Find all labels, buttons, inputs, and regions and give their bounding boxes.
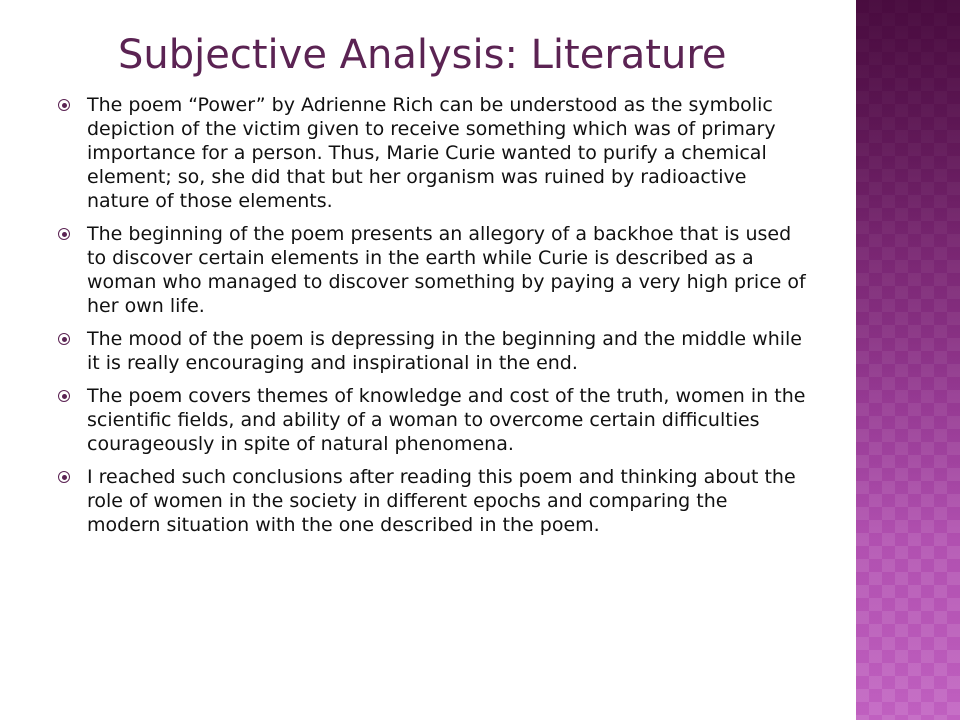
circle-bullet-icon <box>58 390 70 402</box>
bullet-item <box>56 222 806 318</box>
slide-title: Subjective Analysis: Literature <box>118 32 727 78</box>
circle-bullet-icon <box>58 471 70 483</box>
bullet-item <box>56 384 806 456</box>
bullet-item <box>56 327 806 375</box>
circle-bullet-icon <box>58 228 70 240</box>
bullet-text: I reached such conclusions after reading this poem and thinking about the role of women in the society in different epochs and comparing the modern situation with the one described in the poem. <box>87 466 796 536</box>
decorative-side-panel <box>856 0 960 720</box>
circle-bullet-icon <box>58 333 70 345</box>
bullet-text: The poem covers themes of knowledge and cost of the truth, women in the scientific fields, and ability of a woman to overcome certain difficulties courageously in spite of natural phenomena. <box>87 385 806 455</box>
bullet-item <box>56 93 806 213</box>
bullet-item <box>56 465 806 537</box>
bullet-text: The mood of the poem is depressing in the beginning and the middle while it is really encouraging and inspirational in the end. <box>87 328 802 374</box>
bullet-text: The beginning of the poem presents an allegory of a backhoe that is used to discover certain elements in the earth while Curie is described as a woman who managed to discover something by paying a very high price of her own life. <box>87 223 806 317</box>
bullet-list <box>56 93 806 546</box>
bullet-text: The poem “Power” by Adrienne Rich can be understood as the symbolic depiction of the victim given to receive something which was of primary importance for a person. Thus, Marie Curie wanted to purify a chemical element; so, she did that but her organism was ruined by radioactive nature of those elements. <box>87 94 776 212</box>
circle-bullet-icon <box>58 99 70 111</box>
